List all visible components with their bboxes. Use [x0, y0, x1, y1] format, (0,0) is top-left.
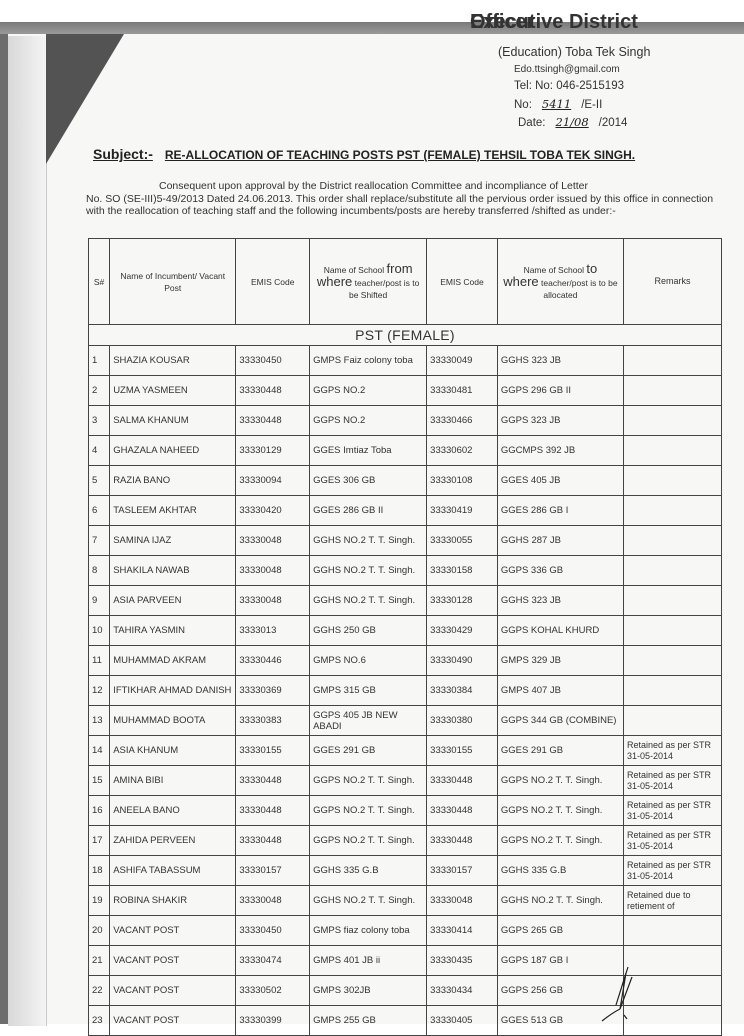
table-row	[89, 586, 722, 616]
cell-sn: 23	[89, 1006, 110, 1036]
col-name: Name of Incumbent/ Vacant Post	[110, 239, 236, 325]
cell-sn: 21	[89, 946, 110, 976]
cell-school-from: GGES 286 GB II	[310, 496, 427, 526]
col-remarks: Remarks	[624, 239, 722, 325]
section-row	[89, 325, 722, 346]
cell-school-to: GGPS 344 GB (COMBINE)	[497, 706, 623, 736]
cell-emis-to: 33330602	[427, 436, 498, 466]
cell-emis-from: 33330448	[236, 766, 310, 796]
cell-school-to: GGHS 323 JB	[497, 346, 623, 376]
cell-school-from: GGPS NO.2	[310, 406, 427, 436]
cell-school-from: GGHS NO.2 T. T. Singh.	[310, 556, 427, 586]
cell-sn: 12	[89, 676, 110, 706]
cell-name: MUHAMMAD AKRAM	[110, 646, 236, 676]
cell-name: SAMINA IJAZ	[110, 526, 236, 556]
cell-school-from: GMPS 315 GB	[310, 676, 427, 706]
cell-emis-from: 33330048	[236, 556, 310, 586]
cell-sn: 5	[89, 466, 110, 496]
table-row	[89, 616, 722, 646]
cell-sn: 7	[89, 526, 110, 556]
cell-sn: 11	[89, 646, 110, 676]
page-left-edge	[0, 34, 8, 1024]
table-row	[89, 856, 722, 886]
cell-remarks	[624, 466, 722, 496]
cell-name: ANEELA BANO	[110, 796, 236, 826]
cell-name: SALMA KHANUM	[110, 406, 236, 436]
cell-remarks	[624, 376, 722, 406]
cell-emis-from: 33330446	[236, 646, 310, 676]
cell-remarks	[624, 586, 722, 616]
table-row	[89, 886, 722, 916]
cell-school-to: GGES 286 GB I	[497, 496, 623, 526]
table-row	[89, 496, 722, 526]
cell-emis-to: 33330048	[427, 886, 498, 916]
cell-sn: 22	[89, 976, 110, 1006]
cell-sn: 15	[89, 766, 110, 796]
cell-emis-from: 33330448	[236, 376, 310, 406]
cell-remarks	[624, 976, 722, 1006]
cell-emis-to: 33330405	[427, 1006, 498, 1036]
cell-school-from: GGES 291 GB	[310, 736, 427, 766]
cell-emis-from: 33330048	[236, 886, 310, 916]
cell-school-from: GGES 306 GB	[310, 466, 427, 496]
cell-emis-to: 33330448	[427, 796, 498, 826]
cell-school-from: GGHS NO.2 T. T. Singh.	[310, 526, 427, 556]
cell-school-from: GGPS NO.2 T. T. Singh.	[310, 826, 427, 856]
cell-remarks	[624, 556, 722, 586]
cell-emis-to: 33330155	[427, 736, 498, 766]
cell-remarks	[624, 616, 722, 646]
cell-emis-from: 33330450	[236, 916, 310, 946]
table-row	[89, 826, 722, 856]
cell-emis-to: 33330481	[427, 376, 498, 406]
cell-remarks: Retained as per STR 31-05-2014	[624, 856, 722, 886]
cell-school-to: GGES 405 JB	[497, 466, 623, 496]
cell-remarks: Retained due to retiement of	[624, 886, 722, 916]
table-row	[89, 346, 722, 376]
cell-emis-from: 33330474	[236, 946, 310, 976]
table-row	[89, 556, 722, 586]
cell-name: SHAKILA NAWAB	[110, 556, 236, 586]
cell-remarks	[624, 346, 722, 376]
table-row	[89, 796, 722, 826]
table-row	[89, 766, 722, 796]
cell-name: ASIA KHANUM	[110, 736, 236, 766]
cell-emis-to: 33330414	[427, 916, 498, 946]
cell-emis-from: 33330048	[236, 526, 310, 556]
cell-remarks	[624, 676, 722, 706]
cell-name: VACANT POST	[110, 916, 236, 946]
cell-name: ASHIFA TABASSUM	[110, 856, 236, 886]
cell-name: TASLEEM AKHTAR	[110, 496, 236, 526]
cell-emis-to: 33330419	[427, 496, 498, 526]
cell-emis-to: 33330380	[427, 706, 498, 736]
cell-emis-from: 33330420	[236, 496, 310, 526]
letterhead-tel: Tel: No: 046-2515193	[514, 80, 624, 92]
cell-school-to: GGPS 336 GB	[497, 556, 623, 586]
table-row	[89, 676, 722, 706]
page-fold	[8, 36, 47, 1026]
cell-school-to: GGHS 335 G.B	[497, 856, 623, 886]
cell-emis-from: 33330155	[236, 736, 310, 766]
cell-sn: 13	[89, 706, 110, 736]
cell-name: UZMA YASMEEN	[110, 376, 236, 406]
cell-emis-to: 33330108	[427, 466, 498, 496]
cell-remarks: Retained as per STR 31-05-2014	[624, 796, 722, 826]
cell-remarks	[624, 436, 722, 466]
cell-remarks	[624, 916, 722, 946]
cell-school-from: GGHS NO.2 T. T. Singh.	[310, 886, 427, 916]
cell-name: VACANT POST	[110, 946, 236, 976]
cell-school-from: GGPS 405 JB NEW ABADI	[310, 706, 427, 736]
cell-school-to: GGHS 287 JB	[497, 526, 623, 556]
cell-school-from: GGHS NO.2 T. T. Singh.	[310, 586, 427, 616]
cell-school-to: GGPS KOHAL KHURD	[497, 616, 623, 646]
cell-school-to: GGPS NO.2 T. T. Singh.	[497, 796, 623, 826]
cell-remarks	[624, 706, 722, 736]
cell-name: SHAZIA KOUSAR	[110, 346, 236, 376]
cell-emis-to: 33330157	[427, 856, 498, 886]
cell-emis-to: 33330448	[427, 766, 498, 796]
cell-school-from: GGPS NO.2 T. T. Singh.	[310, 796, 427, 826]
cell-emis-to: 33330448	[427, 826, 498, 856]
cell-name: GHAZALA NAHEED	[110, 436, 236, 466]
cell-emis-from: 33330502	[236, 976, 310, 1006]
cell-sn: 14	[89, 736, 110, 766]
cell-school-to: GGPS 265 GB	[497, 916, 623, 946]
cell-emis-from: 33330448	[236, 826, 310, 856]
cell-remarks	[624, 946, 722, 976]
cell-name: RAZIA BANO	[110, 466, 236, 496]
cell-school-from: GGES Imtiaz Toba	[310, 436, 427, 466]
cell-emis-from: 33330048	[236, 586, 310, 616]
cell-emis-from: 33330399	[236, 1006, 310, 1036]
table-row	[89, 526, 722, 556]
cell-school-to: GGHS NO.2 T. T. Singh.	[497, 886, 623, 916]
cell-school-from: GGPS NO.2 T. T. Singh.	[310, 766, 427, 796]
col-emis-to: EMIS Code	[427, 239, 498, 325]
cell-name: ROBINA SHAKIR	[110, 886, 236, 916]
cell-sn: 19	[89, 886, 110, 916]
cell-school-to: GGPS 296 GB II	[497, 376, 623, 406]
table-header-row	[89, 239, 722, 325]
cell-name: MUHAMMAD BOOTA	[110, 706, 236, 736]
letterhead-email: Edo.ttsingh@gmail.com	[514, 64, 620, 75]
cell-school-from: GMPS Faiz colony toba	[310, 346, 427, 376]
cell-remarks	[624, 1006, 722, 1036]
cell-school-to: GGPS NO.2 T. T. Singh.	[497, 826, 623, 856]
cell-emis-from: 3333013	[236, 616, 310, 646]
col-school-from: Name of School from where teacher/post is to be Shifted	[310, 239, 427, 325]
cell-sn: 20	[89, 916, 110, 946]
table-row	[89, 376, 722, 406]
cell-school-to: GGES 513 GB	[497, 1006, 623, 1036]
cell-sn: 8	[89, 556, 110, 586]
cell-emis-to: 33330128	[427, 586, 498, 616]
cell-name: ZAHIDA PERVEEN	[110, 826, 236, 856]
table-row	[89, 736, 722, 766]
cell-school-to: GGPS NO.2 T. T. Singh.	[497, 766, 623, 796]
cell-school-to: GGPS 256 GB	[497, 976, 623, 1006]
cell-sn: 6	[89, 496, 110, 526]
cell-sn: 18	[89, 856, 110, 886]
cell-emis-from: 33330383	[236, 706, 310, 736]
cell-school-to: GMPS 407 JB	[497, 676, 623, 706]
letterhead-office-cut: Executive District Officer	[470, 11, 638, 33]
cell-sn: 16	[89, 796, 110, 826]
cell-remarks	[624, 526, 722, 556]
cell-emis-from: 33330129	[236, 436, 310, 466]
cell-remarks	[624, 406, 722, 436]
cell-school-to: GGES 291 GB	[497, 736, 623, 766]
cell-emis-from: 33330369	[236, 676, 310, 706]
cell-sn: 9	[89, 586, 110, 616]
cell-emis-to: 33330466	[427, 406, 498, 436]
cell-emis-to: 33330049	[427, 346, 498, 376]
cell-sn: 3	[89, 406, 110, 436]
table-row	[89, 406, 722, 436]
cell-sn: 4	[89, 436, 110, 466]
cell-school-from: GMPS 302JB	[310, 976, 427, 1006]
cell-school-from: GGHS 335 G.B	[310, 856, 427, 886]
letter-date: Date: 21/08 /2014	[518, 115, 628, 129]
subject-line: Subject:- RE-ALLOCATION OF TEACHING POSTS PST (FEMALE) TEHSIL TOBA TEK SINGH.	[93, 146, 636, 162]
cell-emis-to: 33330429	[427, 616, 498, 646]
cell-emis-from: 33330157	[236, 856, 310, 886]
col-school-to: Name of School to where teacher/post is to be allocated	[497, 239, 623, 325]
section-title: PST (FEMALE)	[89, 325, 722, 346]
cell-emis-from: 33330448	[236, 406, 310, 436]
cell-school-to: GMPS 329 JB	[497, 646, 623, 676]
cell-name: TAHIRA YASMIN	[110, 616, 236, 646]
cell-emis-to: 33330434	[427, 976, 498, 1006]
cell-remarks: Retained as per STR 31-05-2014	[624, 826, 722, 856]
cell-emis-from: 33330450	[236, 346, 310, 376]
cell-school-from: GMPS 401 JB ii	[310, 946, 427, 976]
cell-school-to: GGPS 187 GB I	[497, 946, 623, 976]
cell-remarks	[624, 496, 722, 526]
cell-school-to: GGHS 323 JB	[497, 586, 623, 616]
cell-school-from: GGPS NO.2	[310, 376, 427, 406]
cell-name: IFTIKHAR AHMAD DANISH	[110, 676, 236, 706]
table-row	[89, 466, 722, 496]
letterhead-office: (Education) Toba Tek Singh	[498, 45, 651, 59]
cell-emis-to: 33330490	[427, 646, 498, 676]
table-row	[89, 436, 722, 466]
cell-emis-to: 33330435	[427, 946, 498, 976]
col-emis-from: EMIS Code	[236, 239, 310, 325]
cell-sn: 17	[89, 826, 110, 856]
cell-school-to: GGCMPS 392 JB	[497, 436, 623, 466]
body-paragraph: Consequent upon approval by the District reallocation Committee and incompliance of Letter No. SO (SE-III)5-49/2013 Dated 24.06.2013. This order shall replace/substitute all the pervious order issued by this office in connection with the reallocation of teaching staff and the following incumbents/posts are hereby transferred /shifted as under:-	[86, 180, 714, 217]
cell-sn: 10	[89, 616, 110, 646]
letter-number: No: 5411 /E-II	[514, 97, 603, 111]
cell-school-from: GGHS 250 GB	[310, 616, 427, 646]
table-row	[89, 706, 722, 736]
cell-sn: 2	[89, 376, 110, 406]
cell-emis-to: 33330158	[427, 556, 498, 586]
cell-emis-to: 33330055	[427, 526, 498, 556]
cell-remarks: Retained as per STR 31-05-2014	[624, 766, 722, 796]
cell-remarks: Retained as per STR 31-05-2014	[624, 736, 722, 766]
cell-remarks	[624, 646, 722, 676]
cell-school-from: GMPS 255 GB	[310, 1006, 427, 1036]
cell-emis-to: 33330384	[427, 676, 498, 706]
cell-name: VACANT POST	[110, 976, 236, 1006]
table-row	[89, 916, 722, 946]
cell-emis-from: 33330448	[236, 796, 310, 826]
signature-icon	[598, 965, 638, 1023]
cell-emis-from: 33330094	[236, 466, 310, 496]
cell-name: ASIA PARVEEN	[110, 586, 236, 616]
cell-sn: 1	[89, 346, 110, 376]
reallocation-table	[88, 238, 722, 1036]
cell-name: AMINA BIBI	[110, 766, 236, 796]
cell-school-from: GMPS NO.6	[310, 646, 427, 676]
col-sn: S#	[89, 239, 110, 325]
cell-school-to: GGPS 323 JB	[497, 406, 623, 436]
cell-school-from: GMPS fiaz colony toba	[310, 916, 427, 946]
table-row	[89, 646, 722, 676]
cell-name: VACANT POST	[110, 1006, 236, 1036]
